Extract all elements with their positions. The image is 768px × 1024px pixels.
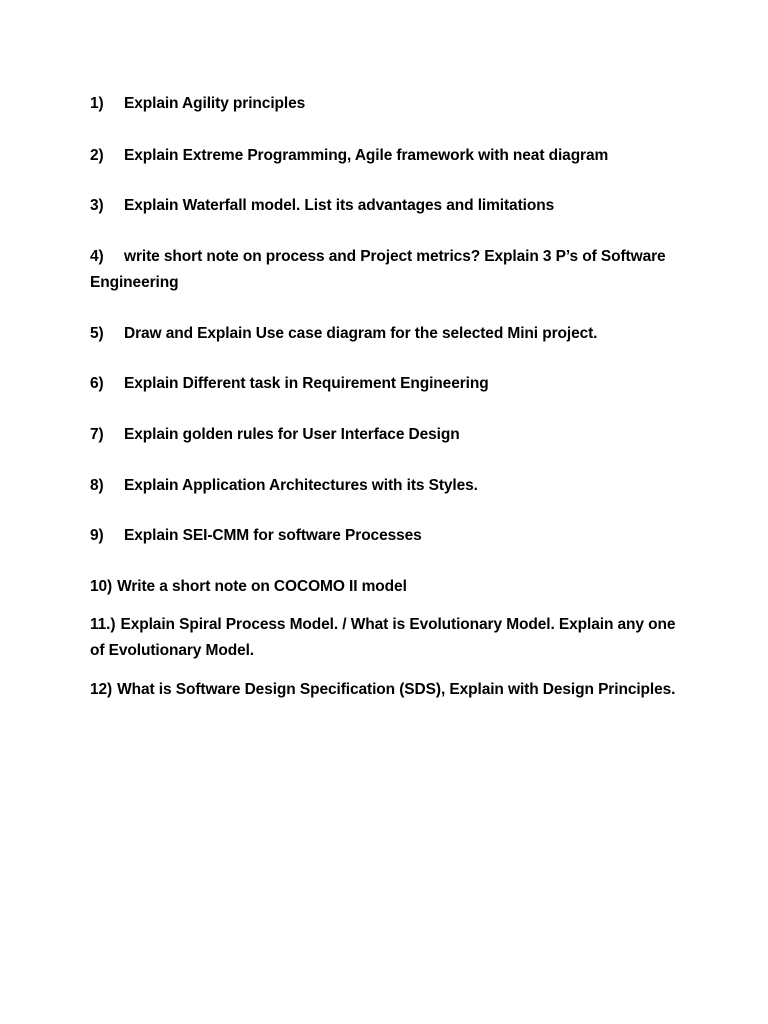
question-number: 2) <box>90 147 104 164</box>
question-number: 8) <box>90 477 104 494</box>
question-text: What is Software Design Specification (SDS), Explain with Design Principles. <box>117 681 676 698</box>
question-text: Explain Application Architectures with its Styles. <box>124 477 478 494</box>
question-number: 11.) <box>90 616 116 633</box>
question-9 <box>90 523 690 549</box>
question-text: Draw and Explain Use case diagram for the selected Mini project. <box>124 325 598 342</box>
question-number: 3) <box>90 197 104 214</box>
question-5 <box>90 321 690 347</box>
question-number: 10) <box>90 578 113 595</box>
question-7 <box>90 422 690 448</box>
question-text: Explain SEI-CMM for software Processes <box>124 527 422 544</box>
question-12 <box>90 677 690 703</box>
question-1 <box>90 91 690 117</box>
question-11 <box>90 612 690 664</box>
question-text: Explain Spiral Process Model. / What is Evolutionary Model. Explain any one <box>120 616 676 633</box>
question-text-continuation: of Evolutionary Model. <box>90 642 255 659</box>
question-3 <box>90 193 690 219</box>
question-2 <box>90 143 690 169</box>
question-4 <box>90 244 690 296</box>
question-text-continuation: Engineering <box>90 274 179 291</box>
question-text: Write a short note on COCOMO II model <box>117 578 407 595</box>
question-text: Explain Agility principles <box>124 95 306 112</box>
question-10 <box>90 574 690 600</box>
question-number: 12) <box>90 681 113 698</box>
question-number: 9) <box>90 527 104 544</box>
question-number: 1) <box>90 95 104 112</box>
question-number: 7) <box>90 426 104 443</box>
question-number: 6) <box>90 375 104 392</box>
question-text: Explain Waterfall model. List its advantages and limitations <box>124 197 555 214</box>
question-text: write short note on process and Project metrics? Explain 3 P’s of Software <box>124 248 666 265</box>
question-number: 5) <box>90 325 104 342</box>
question-text: Explain Extreme Programming, Agile framework with neat diagram <box>124 147 609 164</box>
question-text: Explain Different task in Requirement Engineering <box>124 375 489 392</box>
question-text: Explain golden rules for User Interface Design <box>124 426 460 443</box>
question-6 <box>90 371 690 397</box>
question-8 <box>90 473 690 499</box>
question-number: 4) <box>90 248 104 265</box>
